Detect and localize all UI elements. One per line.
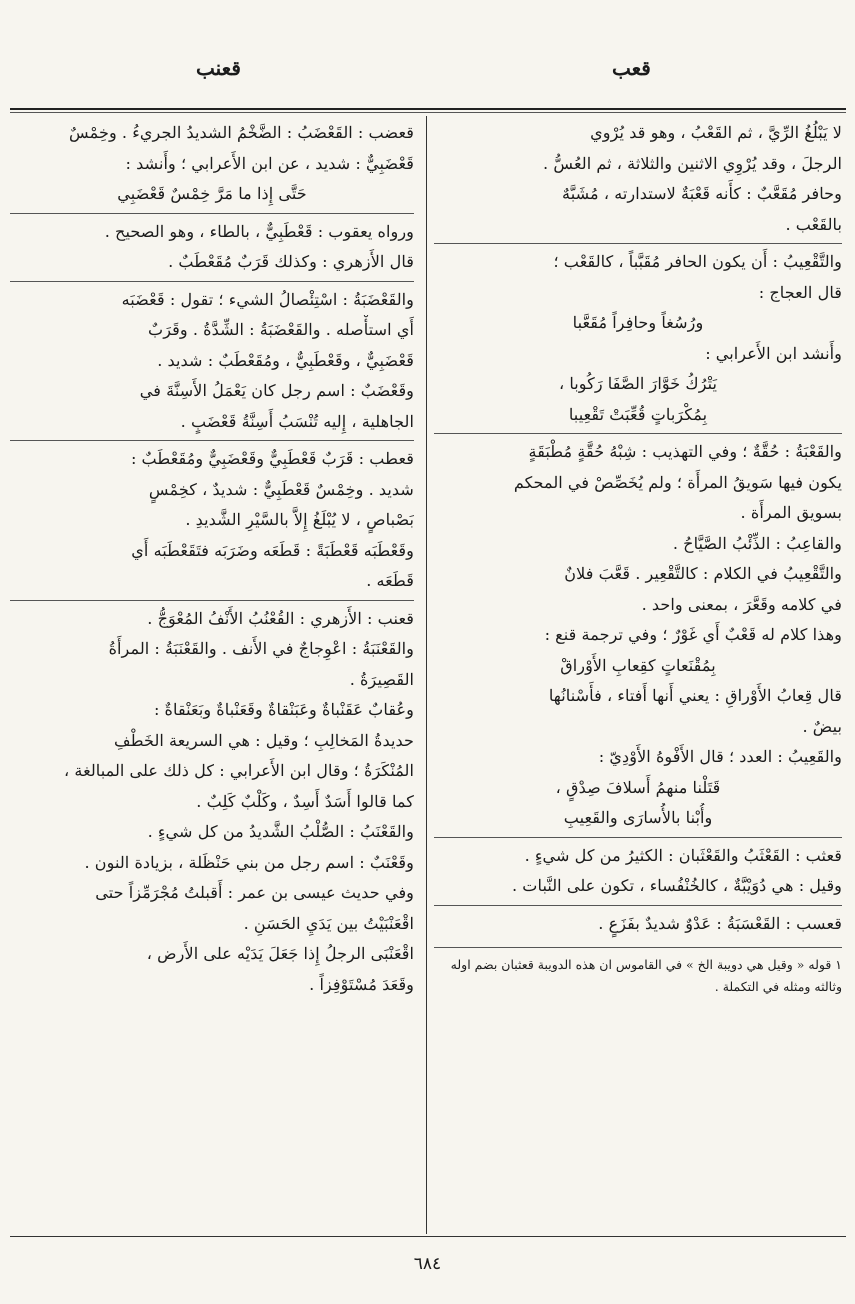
entry-qatab: قعطب : قَرَبٌ قَعْطَبِيٌّ وقَعْضَبِيٌّ ومُقَعْطَبٌ : (130, 449, 414, 468)
entry-rule (10, 440, 414, 441)
text-line: قَطَعَه . (366, 571, 414, 590)
entry-qanab: قعنب : الأَزهري : القُعْنُبُ الأَنْفُ المُعْوَجُّ . (147, 608, 414, 628)
text-line: حديدةُ المَخالِبِ ؛ وقيل : هي السريعة الخَطْفِ (113, 730, 414, 750)
paragraph-rule (10, 213, 414, 214)
paragraph-rule (434, 433, 842, 434)
text-line: والقَعْنَبُ : الصُّلْبُ الشَّديدُ من كل شيءٍ . (147, 822, 414, 841)
text-line: وقَعْضَبٌ : اسم رجل كان يَعْمَلُ الأَسِنَّةَ في (139, 381, 414, 400)
text-line: لا يَبْلُغُ الرِّيَّ ، ثم القَعْبُ ، وهو قد يُرْوي (590, 123, 842, 142)
text-line: قال العجاج : (758, 282, 842, 302)
text-line: وهذا كلام له قَعْبٌ أَي غَوْرٌ ؛ وفي ترجمة قنع : (544, 625, 842, 644)
paragraph-rule (434, 243, 842, 244)
text-line: والقَعِيبُ : العدد ؛ قال الأَفْوهُ الأَوْدِيّ : (598, 747, 842, 766)
text-line: بسويق المرأَة . (740, 503, 842, 522)
text-line: قال قِعابُ الأَوْراقِ : يعني أَنها أَفتاء ، فأَسْنانُها (548, 686, 842, 705)
verse-line: وأُبْنا بالأُسارَى والقَعِيبِ (563, 808, 713, 827)
text-line: القَصِيرَةُ . (349, 669, 414, 689)
text-line: كما قالوا أَسَدٌ أَسِدٌ ، وكَلْبٌ كَلِبٌ . (196, 791, 414, 811)
text-line: قَعْضَبِيٌّ ، وقَعْطَبِيٌّ ، ومُقَعْطَبٌ : شديد . (157, 350, 414, 370)
verse-line: بِمُكْرَباتٍ قُعِّبَتْ تَقْعِيبا (568, 404, 708, 424)
text-line: قَعْضَبِيٌّ : شديد ، عن ابن الأَعرابي ؛ وأَنشد : (125, 153, 414, 173)
column-divider (426, 116, 427, 1234)
text-line: وأَنشد ابن الأَعرابي : (705, 343, 842, 363)
text-line: اقْعَنْبَيْتُ بين يَدَيِ الحَسَنِ . (243, 913, 414, 933)
text-line: بيضٌ . (802, 716, 842, 736)
text-line: وقَعَدَ مُسْتَوْفِزاً . (309, 974, 414, 994)
text-line: وفي حديث عيسى بن عمر : أَقبلتُ مُجْرَمِّزاً حتى (95, 883, 414, 902)
verse-line: بِمُقْنَعاتٍ كقِعابِ الأَوْراقْ (560, 655, 716, 675)
header-rule (10, 108, 846, 110)
text-line: والقَعْضَبَةُ : اسْتِئْصالُ الشيء ؛ تقول : قَعْضَبَه (121, 289, 414, 309)
footer-rule (10, 1236, 846, 1237)
text-line: أَي استأْصله . والقَعْضَبَةُ : الشِّدَّةُ . وقَرَبٌ (147, 320, 414, 339)
right-column (434, 118, 842, 998)
entry-qathab: قعثب : القَعْثَبُ والقَعْثَبان : الكثيرُ من كل شيءٍ . (524, 845, 842, 865)
text-line: والقاعِبُ : الذِّئْبُ الصَّيَّاحُ . (672, 533, 842, 553)
entry-qadab: قعضب : القَعْضَبُ : الضَّخْمُ الشديدُ الجريءُ . وخِمْسٌ (68, 123, 414, 142)
verse-line: يَتْرُكُ خَوَّارَ الصَّفَا رَكُوبا ، (558, 374, 718, 393)
text-line: الرجلَ ، وقد يُرْوِي الاثنين والثلاثة ، ثم العُسُّ . (543, 153, 842, 173)
entry-rule (434, 905, 842, 906)
footnote-rule (434, 947, 842, 948)
text-line: قال الأَزهري : وكذلك قَرَبٌ مُقَعْطَبٌ . (168, 252, 414, 271)
entry-rule (434, 837, 842, 838)
entry-rule (10, 600, 414, 601)
paragraph-rule (10, 281, 414, 282)
text-line: وقَعْطَبَه قَعْطَبَةً : قَطَعَه وضَرَبَه فتَقَعْطَبَه أَي (131, 540, 414, 560)
text-line: والقَعْبَةُ : حُقَّةٌ ؛ وفي التهذيب : شِبْهُ حُقَّةٍ مُطْبَقَةٍ (528, 442, 842, 461)
text-line: المُنْكَرَةُ ؛ وقال ابن الأَعرابي : كل ذلك على المبالغة ، (64, 761, 414, 780)
text-line: بالقَعْب . (785, 214, 842, 234)
text-line: وحافر مُقَعَّبٌ : كأَنه قَعْبَةٌ لاستدارته ، مُشَبَّهٌ (562, 184, 842, 203)
text-line: والتَّقْعِيبُ في الكلام : كالتَّقْعِير . قَعَّبَ فلانٌ (564, 564, 842, 583)
text-line: وقَعْنَبٌ : اسم رجل من بني حَنْظَلة ، بزيادة النون . (84, 852, 414, 872)
text-line: والتَّقْعِيبُ : أَن يكون الحافر مُقَبَّباً ، كالقَعْب ؛ (553, 252, 842, 271)
verse-line: ورُسُغاً وحافِراً مُقَعَّبا (572, 313, 704, 332)
text-line: في كلامه وقَعَّرَ ، بمعنى واحد . (641, 594, 842, 614)
text-line: بَصْباصٍ ، لا يُبْلَغُ إِلاَّ بالسَّيْرِ الشَّديدِ . (185, 510, 414, 529)
text-line: والقَعْنَبَةُ : اعْوِجاجٌ في الأَنف . والقَعْنَبَةُ : المرأَةُ (108, 639, 414, 658)
text-line: يكون فيها سَويقُ المرأَة ؛ ولم يُخَصِّصْ في المحكم (513, 472, 842, 492)
verse-line: قَتَلْنا منهمُ أَسلافَ صِدْقٍ ، (555, 777, 721, 797)
header-rule-thin (10, 112, 846, 113)
verse-line: حَتَّى إِذا ما مَرَّ خِمْسٌ قَعْضَبِي (117, 184, 307, 203)
left-column (10, 118, 414, 1000)
footnote: ١ قوله « وقيل هي دويبة الخ » في القاموس ان هذه الدويبة قعثبان بضم اوله وثالثه ومثله في التكملة . (450, 957, 842, 994)
text-line: ورواه يعقوب : قَعْطَبِيٌّ ، بالطاء ، وهو الصحيح . (104, 221, 414, 241)
running-header-left: قعنب (196, 56, 241, 80)
page-number: ٦٨٤ (413, 1254, 442, 1274)
text-line: وعُقابٌ عَقَنْباةٌ وعَبَنْقاةٌ وقَعَنْباةٌ وبَعَنْقاةٌ : (153, 700, 414, 719)
text-line: وقيل : هي دُوَيْبَّةٌ ، كالخُنْفُساء ، تكون على النَّبات . (512, 876, 842, 895)
text-line: الجاهلية ، إِليه تُنْسَبُ أَسِنَّةُ قَعْضَبٍ . (180, 411, 414, 431)
entry-qasab: قعسب : القَعْسَبَةُ : عَدْوٌ شديدٌ بفَزَعٍ . (598, 913, 842, 933)
text-line: شديد . وخِمْسٌ قَعْطَبِيٌّ : شديدٌ ، كخِمْسٍ (148, 479, 414, 499)
text-line: اقْعَنْبَى الرجلُ إِذا جَعَلَ يَدَيْه على الأَرض ، (146, 944, 414, 963)
running-header-right: قعب (612, 56, 651, 80)
